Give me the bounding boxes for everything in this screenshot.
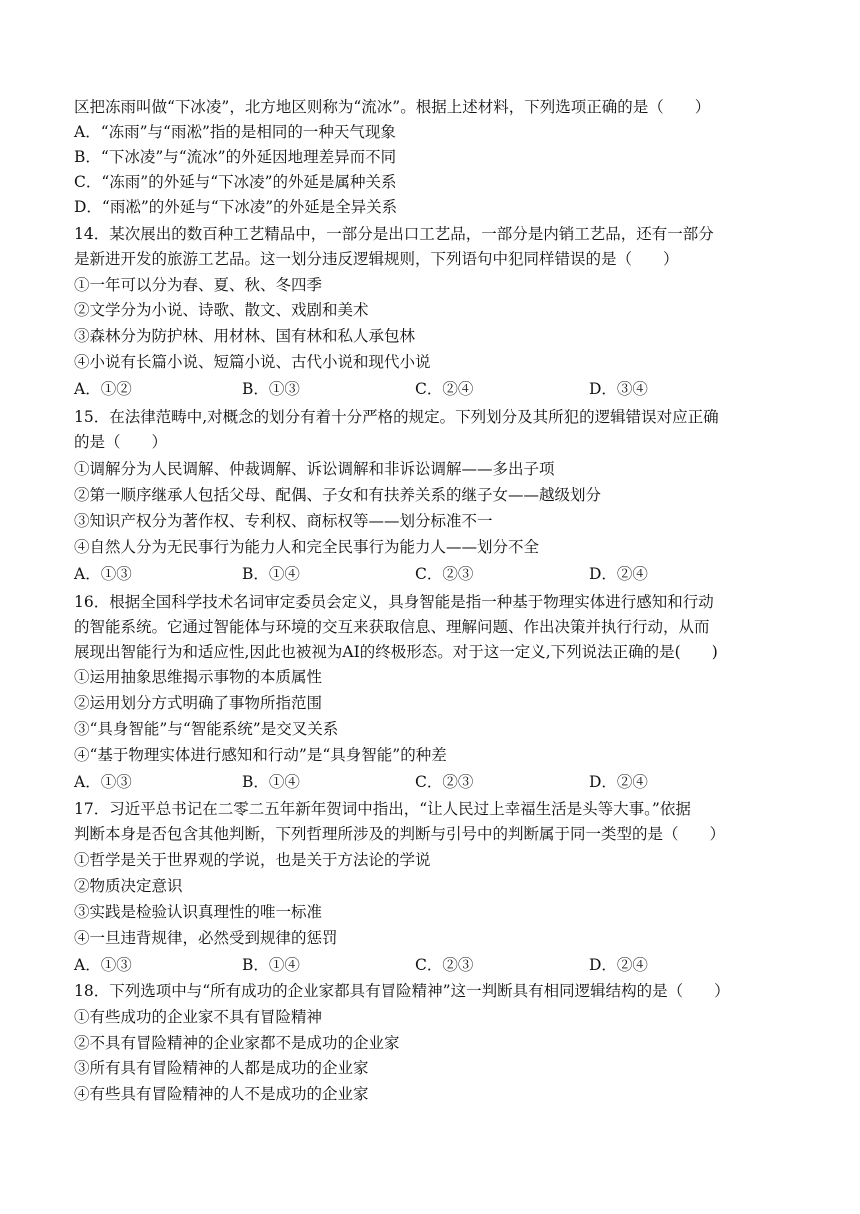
q14-choice-c: C．②④ (415, 380, 474, 398)
q17-choice-b: B．①④ (242, 956, 300, 974)
q15-choice-c: C．②③ (415, 565, 474, 583)
q14-item-1: ①一年可以分为春、夏、秋、冬四季 (74, 276, 323, 294)
q17-item-3: ③实践是检验认识真理性的唯一标准 (74, 903, 323, 921)
q15-choice-d: D．②④ (589, 565, 648, 583)
q15-stem-line1: 15．在法律范畴中,对概念的划分有着十分严格的规定。下列划分及其所犯的逻辑错误对应正确 (74, 408, 719, 426)
q14-choice-a: A．①② (74, 380, 132, 398)
q17-item-1: ①哲学是关于世界观的学说，也是关于方法论的学说 (74, 851, 431, 869)
q16-choice-c: C．②③ (415, 773, 474, 791)
q16-item-1: ①运用抽象思维揭示事物的本质属性 (74, 668, 323, 686)
q18-item-1: ①有些成功的企业家不具有冒险精神 (74, 1008, 323, 1026)
q15-item-1: ①调解分为人民调解、仲裁调解、诉讼调解和非诉讼调解——多出子项 (74, 460, 555, 478)
q15-item-2: ②第一顺序继承人包括父母、配偶、子女和有扶养关系的继子女——越级划分 (74, 486, 602, 504)
q17-stem-line1: 17．习近平总书记在二零二五年新年贺词中指出，“让人民过上幸福生活是头等大事。”依据 (74, 800, 691, 818)
q18-item-4: ④有些具有冒险精神的人不是成功的企业家 (74, 1085, 369, 1103)
q16-stem-line3: 展现出智能行为和适应性,因此也被视为AI的终极形态。对于这一定义,下列说法正确的是( ) (74, 643, 718, 661)
q15-stem-line2: 的是（ ） (74, 433, 168, 451)
q17-item-4: ④一旦违背规律，必然受到规律的惩罚 (74, 929, 338, 947)
q14-item-4: ④小说有长篇小说、短篇小说、古代小说和现代小说 (74, 353, 431, 371)
q15-choice-a: A．①③ (74, 565, 132, 583)
q16-item-4: ④“基于物理实体进行感知和行动”是“具身智能”的种差 (74, 746, 447, 764)
q16-item-2: ②运用划分方式明确了事物所指范围 (74, 694, 323, 712)
q14-choice-d: D．③④ (589, 380, 648, 398)
q16-item-3: ③“具身智能”与“智能系统”是交叉关系 (74, 720, 339, 738)
q17-choice-c: C．②③ (415, 956, 474, 974)
q17-choice-d: D．②④ (589, 956, 648, 974)
q13-option-c: C．“冻雨”的外延与“下冰凌”的外延是属种关系 (74, 173, 397, 191)
q15-item-3: ③知识产权分为著作权、专利权、商标权等——划分标准不一 (74, 512, 493, 530)
q18-item-2: ②不具有冒险精神的企业家都不是成功的企业家 (74, 1034, 400, 1052)
q18-item-3: ③所有具有冒险精神的人都是成功的企业家 (74, 1059, 369, 1077)
q17-item-2: ②物质决定意识 (74, 877, 183, 895)
q14-stem-line1: 14．某次展出的数百种工艺精品中，一部分是出口工艺品，一部分是内销工艺品，还有一部分 (74, 225, 714, 243)
q16-stem-line2: 的智能系统。它通过智能体与环境的交互来获取信息、理解问题、作出决策并执行行动，从而 (74, 618, 710, 636)
q17-stem-line2: 判断本身是否包含其他判断，下列哲理所涉及的判断与引号中的判断属于同一类型的是（ ） (74, 825, 726, 843)
q13-option-d: D．“雨凇”的外延与“下冰凌”的外延是全异关系 (74, 198, 398, 216)
q16-choice-b: B．①④ (242, 773, 300, 791)
q15-choice-b: B．①④ (242, 565, 300, 583)
q14-choice-b: B．①③ (242, 380, 300, 398)
q14-item-3: ③森林分为防护林、用材林、国有林和私人承包林 (74, 327, 416, 345)
q16-choice-d: D．②④ (589, 773, 648, 791)
q13-option-b: B．“下冰凌”与“流冰”的外延因地理差异而不同 (74, 148, 397, 166)
q16-stem-line1: 16．根据全国科学技术名词审定委员会定义，具身智能是指一种基于物理实体进行感知和行动 (74, 593, 714, 611)
q13-option-a: A．“冻雨”与“雨凇”指的是相同的一种天气现象 (74, 123, 396, 141)
q16-choice-a: A．①③ (74, 773, 132, 791)
q18-stem-line1: 18．下列选项中与“所有成功的企业家都具有冒险精神”这一判断具有相同逻辑结构的是（ ） (74, 982, 730, 1000)
q14-stem-line2: 是新进开发的旅游工艺品。这一划分违反逻辑规则，下列语句中犯同样错误的是（ ） (74, 250, 679, 268)
q14-item-2: ②文学分为小说、诗歌、散文、戏剧和美术 (74, 301, 369, 319)
q17-choice-a: A．①③ (74, 956, 132, 974)
q13-stem-tail: 区把冻雨叫做“下冰凌”，北方地区则称为“流冰”。根据上述材料，下列选项正确的是（ ） (74, 98, 711, 116)
q15-item-4: ④自然人分为无民事行为能力人和完全民事行为能力人——划分不全 (74, 538, 540, 556)
